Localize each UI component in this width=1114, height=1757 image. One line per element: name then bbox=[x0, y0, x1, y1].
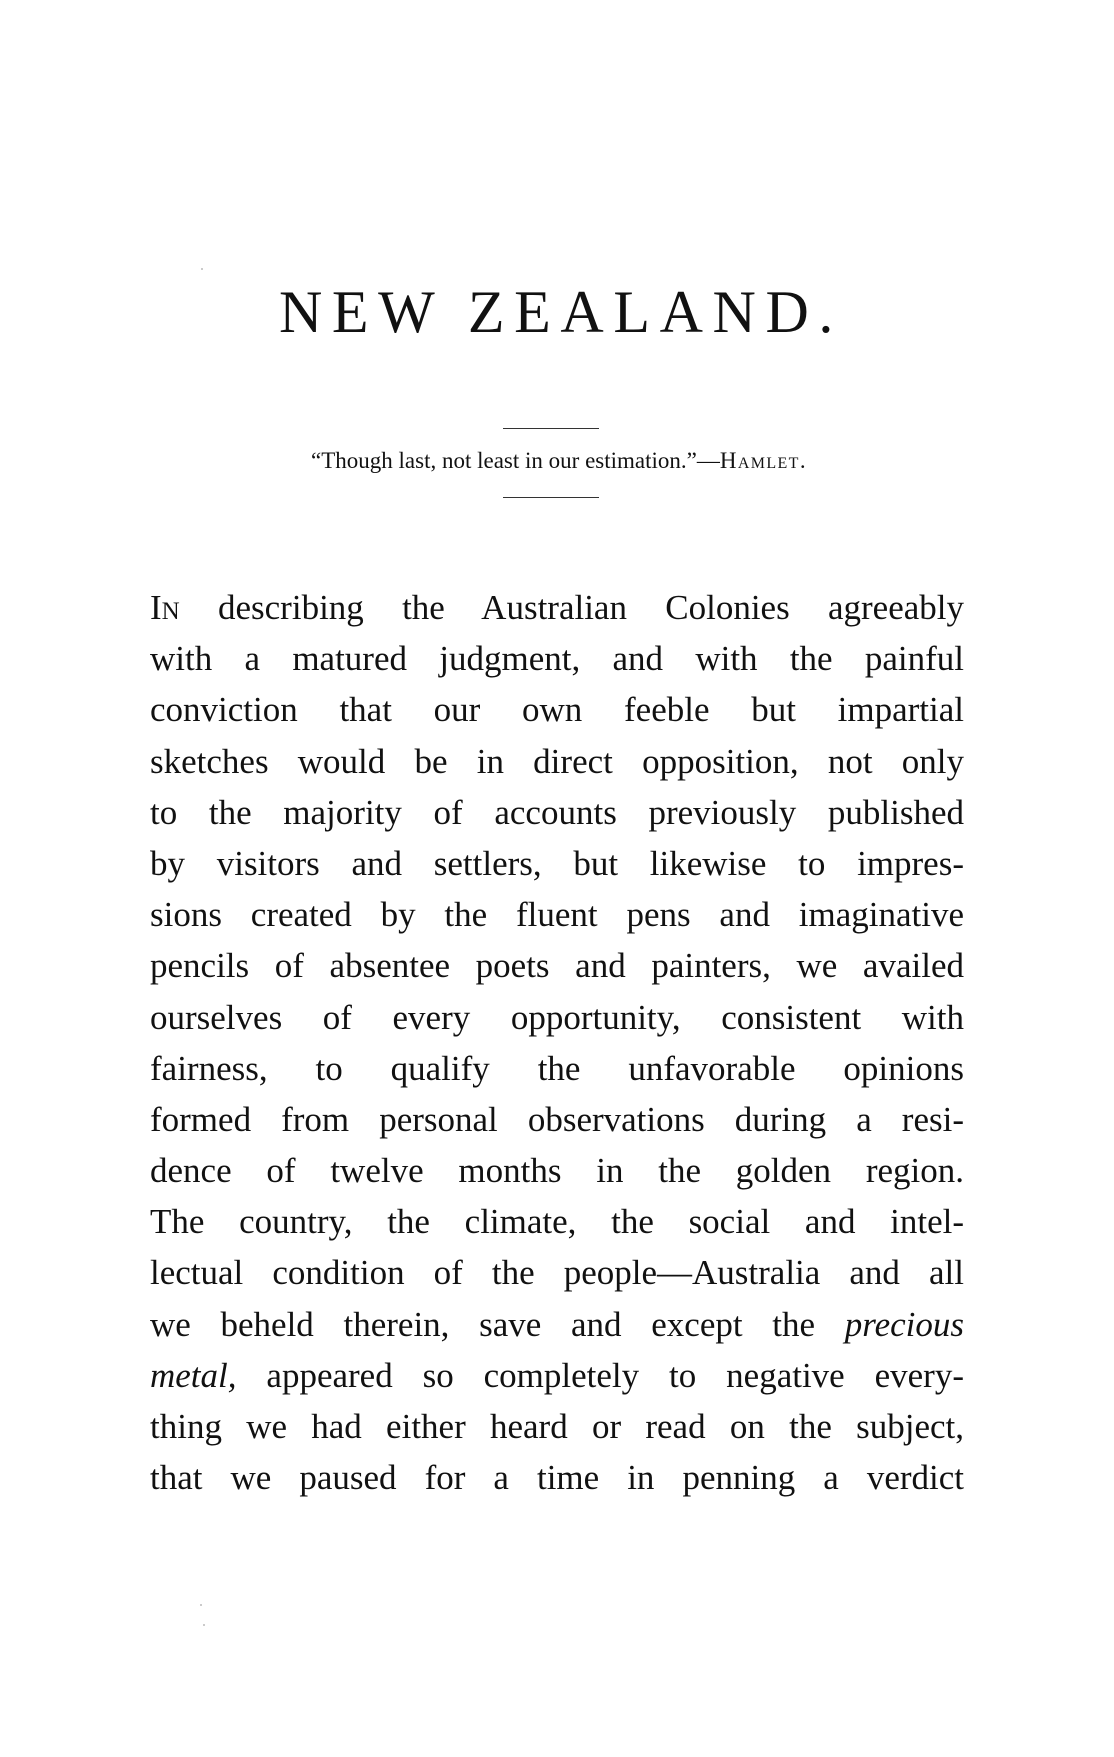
paper-speck bbox=[200, 1604, 202, 1606]
epigraph-rule-bottom bbox=[503, 497, 599, 498]
text-line: pencils of absentee poets and painters, we availed bbox=[150, 946, 964, 986]
epigraph bbox=[0, 446, 1114, 476]
drop-word: In bbox=[150, 588, 180, 627]
text-line: formed from personal observations during a resi- bbox=[150, 1099, 964, 1139]
text-line: lectual condition of the people—Australia and all bbox=[150, 1253, 964, 1293]
text-line: thing we had either heard or read on the subject, bbox=[150, 1407, 964, 1446]
text-line: dence of twelve months in the golden region. bbox=[150, 1151, 964, 1191]
body-paragraph bbox=[150, 582, 964, 1503]
text-line: ourselves of every opportunity, consistent with bbox=[150, 997, 964, 1037]
text-line: sions created by the fluent pens and imaginative bbox=[150, 895, 964, 935]
epigraph-rule-top bbox=[503, 428, 599, 429]
text-line: by visitors and settlers, but likewise to impres- bbox=[150, 843, 964, 883]
italic-word: precious bbox=[844, 1304, 964, 1344]
paper-speck bbox=[201, 268, 203, 270]
text-line: that we paused for a time in penning a verdict bbox=[150, 1458, 964, 1498]
text-line: conviction that our own feeble but impartial bbox=[150, 690, 964, 730]
text-line: fairness, to qualify the unfavorable opinions bbox=[150, 1048, 964, 1088]
epigraph-attribution: Hamlet. bbox=[719, 448, 807, 473]
text-line: metal, appeared so completely to negative every- bbox=[150, 1355, 964, 1395]
text-line: we beheld therein, save and except the precious bbox=[150, 1304, 964, 1344]
text-line: with a matured judgment, and with the painful bbox=[150, 639, 964, 679]
paper-speck bbox=[203, 1624, 205, 1626]
italic-word: metal, bbox=[150, 1355, 237, 1395]
text-line: In describing the Australian Colonies agreeably bbox=[150, 588, 964, 627]
text-line: to the majority of accounts previously published bbox=[150, 792, 964, 832]
chapter-title: NEW ZEALAND. bbox=[279, 279, 843, 345]
text-line: The country, the climate, the social and intel- bbox=[150, 1202, 964, 1242]
epigraph-quote: “Though last, not least in our estimation.”— bbox=[311, 448, 720, 473]
text-line: sketches would be in direct opposition, not only bbox=[150, 741, 964, 781]
